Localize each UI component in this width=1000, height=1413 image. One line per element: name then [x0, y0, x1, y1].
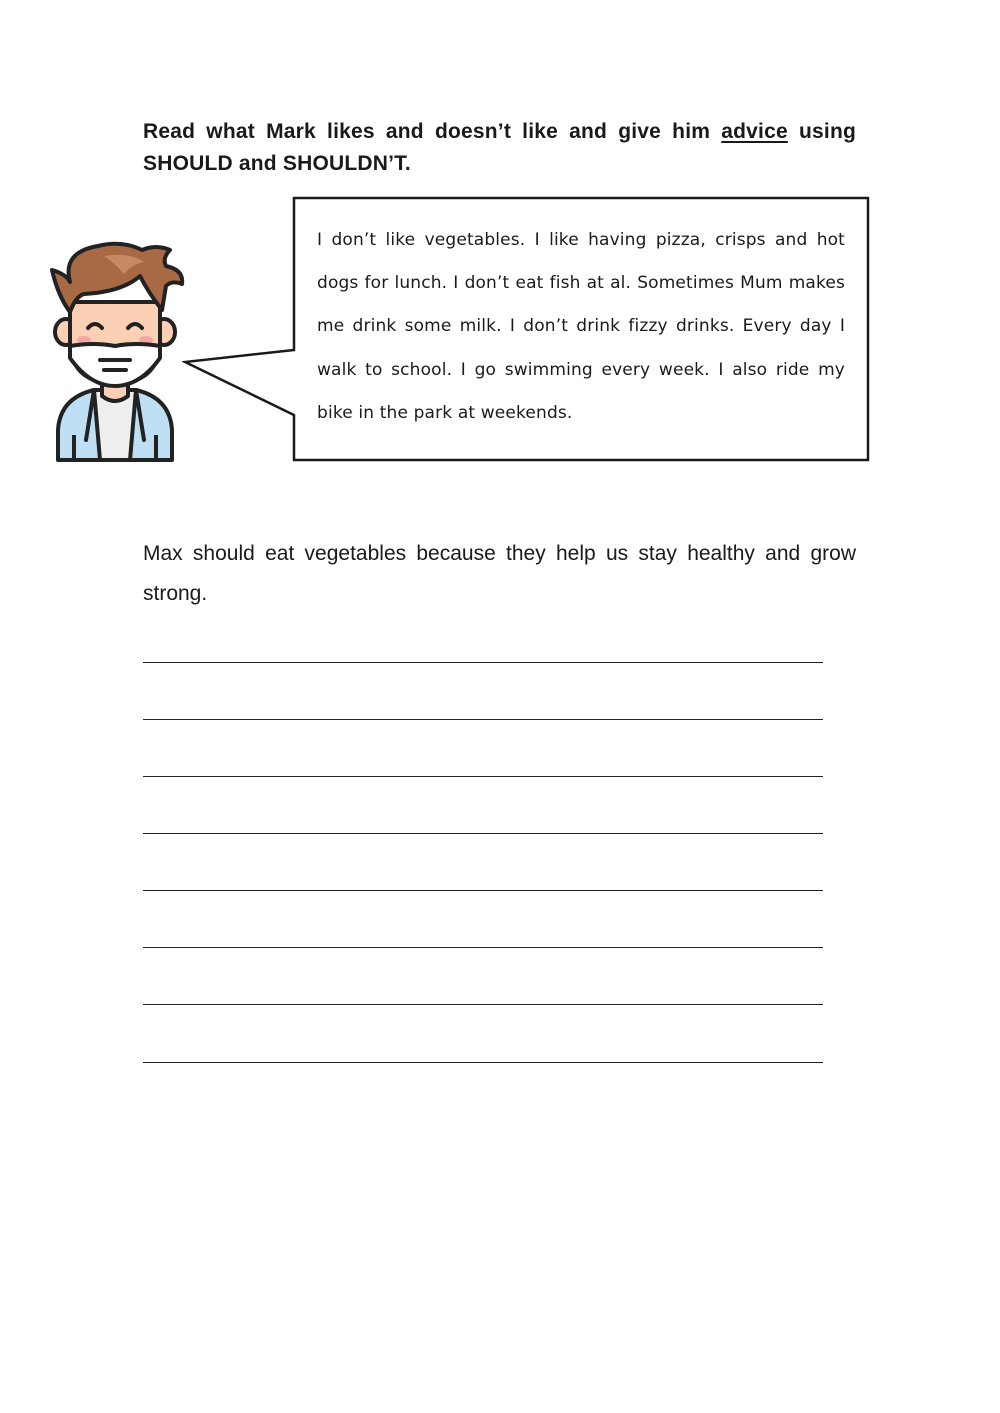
instructions-text-end: using SHOULD and SHOULDN’T. — [143, 120, 856, 175]
answer-line-7[interactable] — [143, 1004, 823, 1005]
answer-line-1[interactable] — [143, 662, 823, 663]
answer-line-2[interactable] — [143, 719, 823, 720]
answer-line-3[interactable] — [143, 776, 823, 777]
answer-line-5[interactable] — [143, 890, 823, 891]
speech-bubble-text: I don’t like vegetables. I like having pizza, crisps and hot dogs for lunch. I don’t eat fish at al. Sometimes Mum makes me drink some milk. I don’t drink fizzy drinks. Every day I walk to school. I go swimming every week. I also ride my bike in the park at weekends. — [317, 230, 845, 423]
answer-line-8[interactable] — [143, 1062, 823, 1063]
instructions — [143, 116, 856, 180]
instructions-underlined-word: advice — [721, 120, 788, 143]
answer-line-4[interactable] — [143, 833, 823, 834]
boy-with-mask-icon — [44, 240, 186, 462]
instructions-text: Read what Mark likes and doesn’t like and give him — [143, 120, 722, 143]
example-answer: Max should eat vegetables because they help us stay healthy and grow strong. — [143, 542, 856, 605]
answer-line-6[interactable] — [143, 947, 823, 948]
